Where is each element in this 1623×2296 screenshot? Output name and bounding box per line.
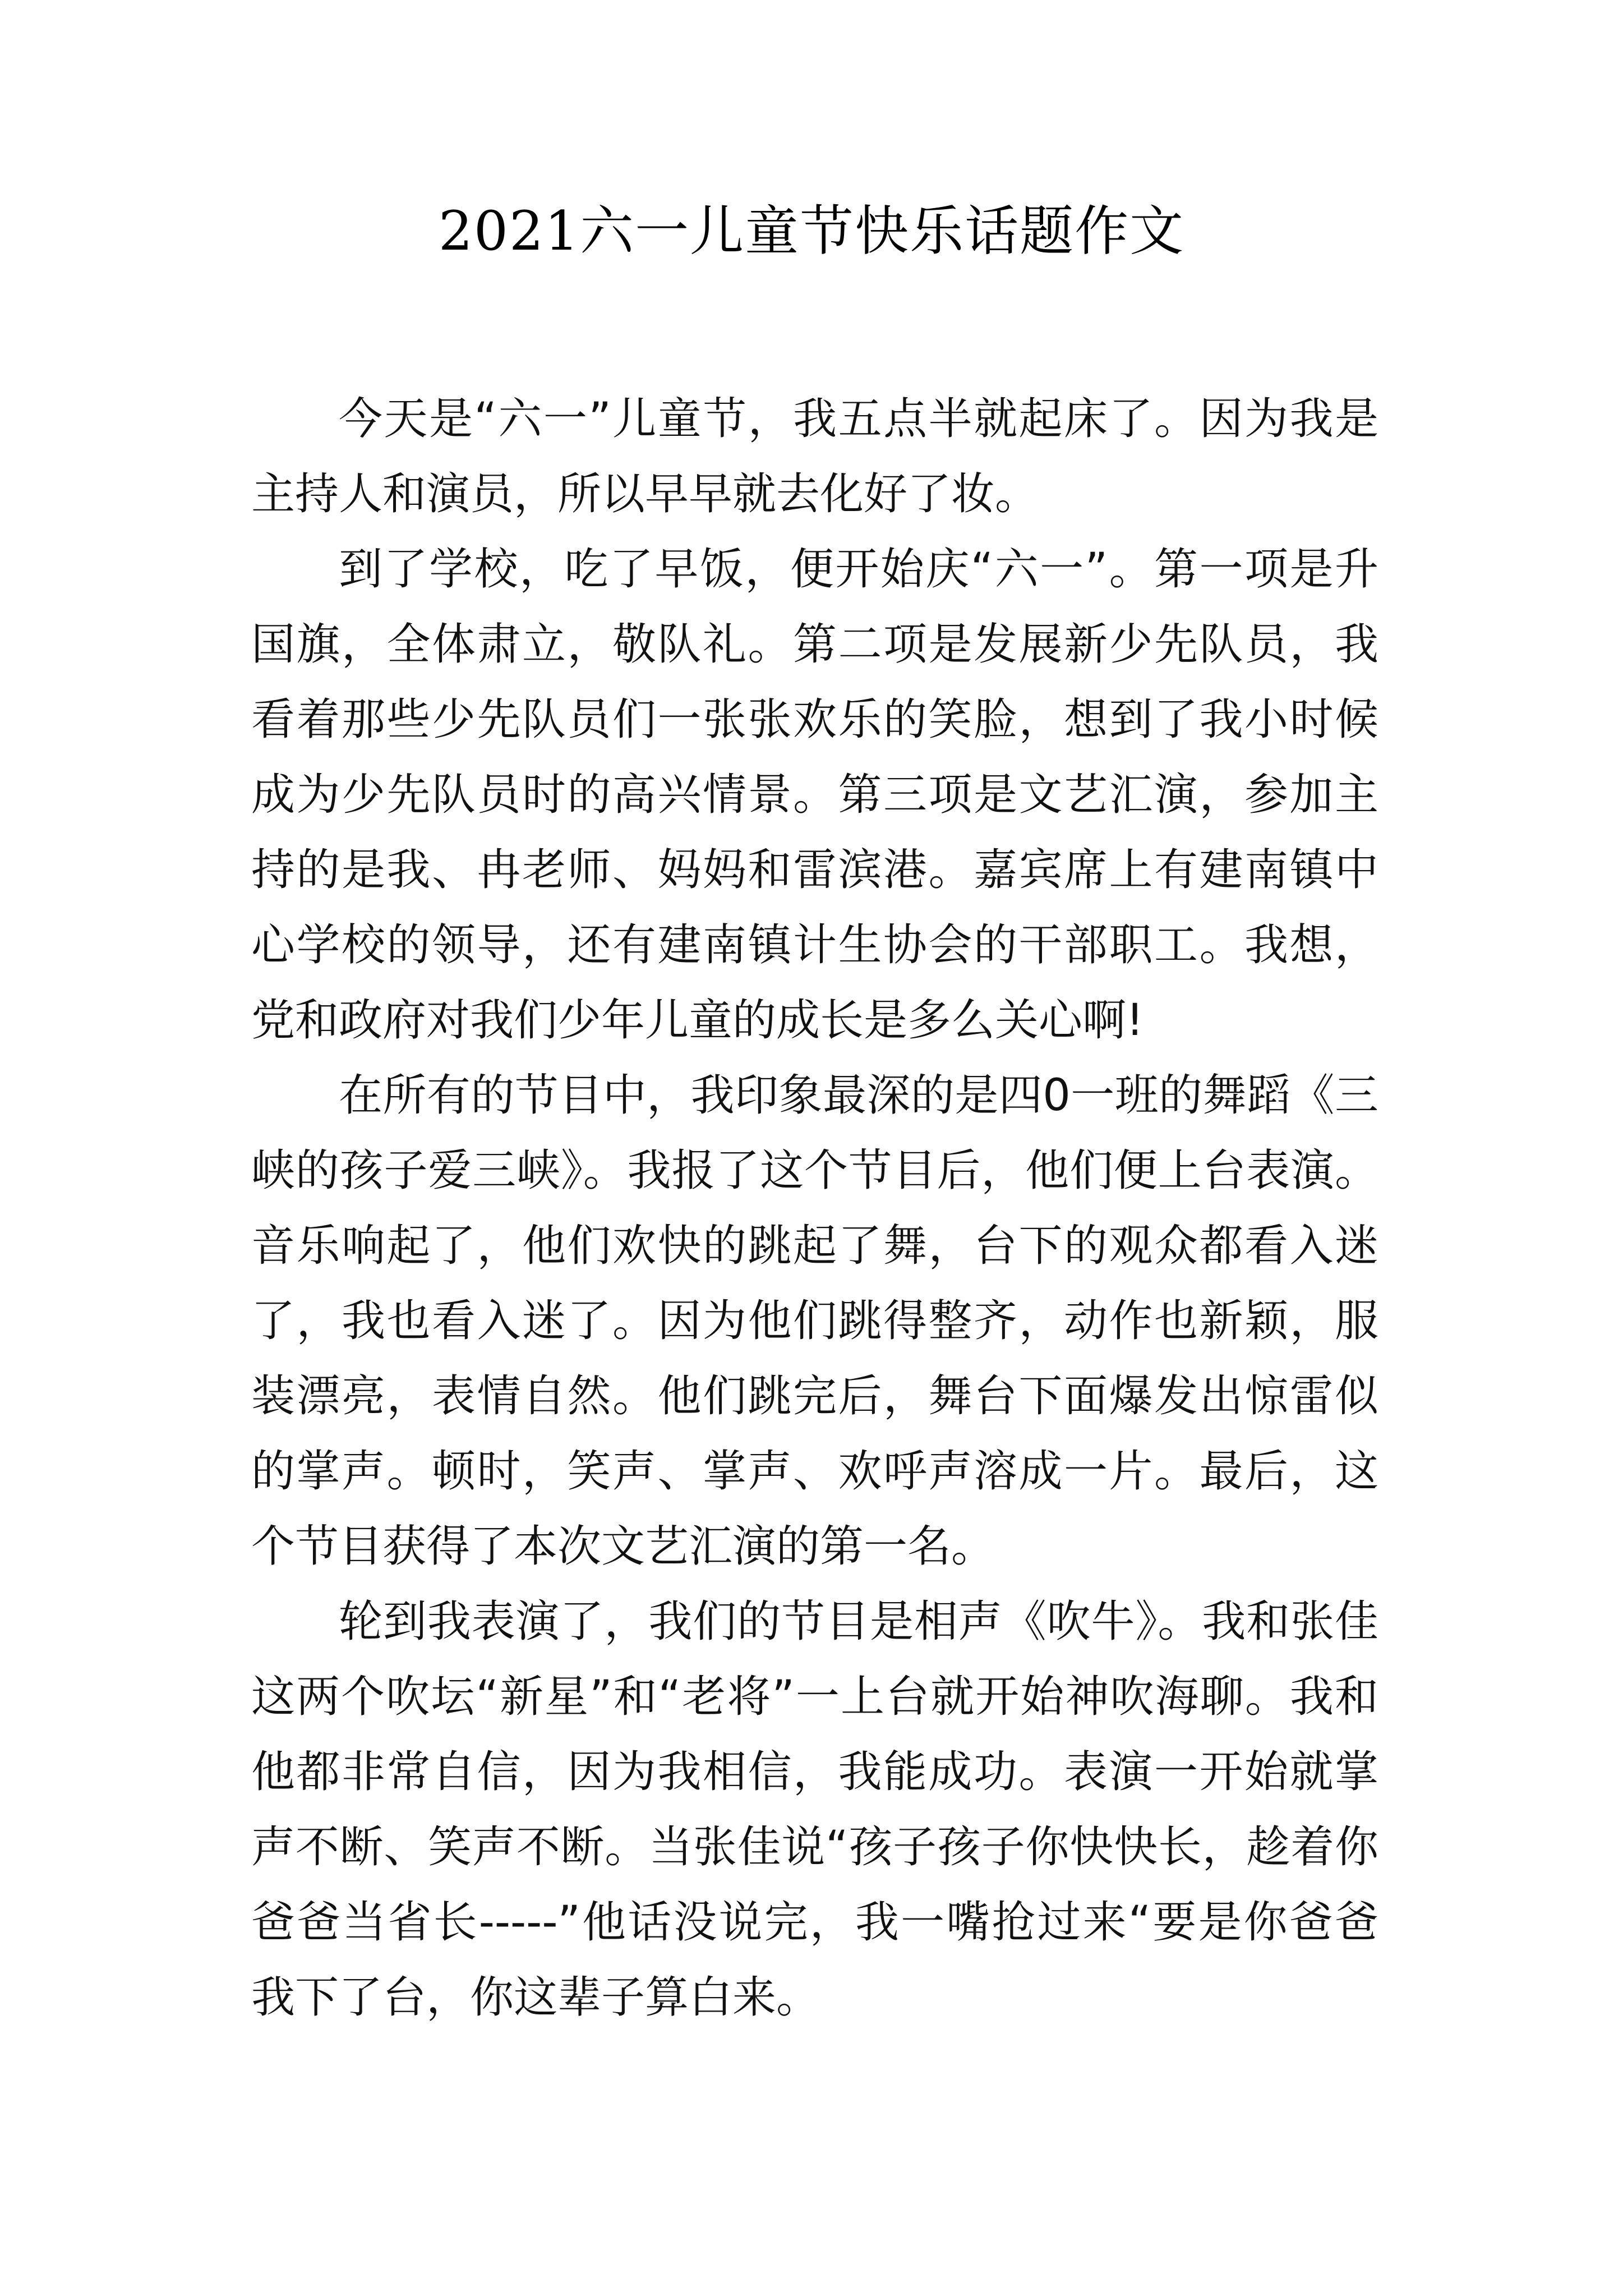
document-body xyxy=(251,381,1378,2035)
paragraph-3: 在所有的节目中，我印象最深的是四0一班的舞蹈《三峡的孩子爱三峡》。我报了这个节目后，他们便上台表演。音乐响起了，他们欢快的跳起了舞，台下的观众都看入迷了，我也看入迷了。因为他们跳得整齐，动作也新颖，服装漂亮，表情自然。他们跳完后，舞台下面爆发出惊雷似的掌声。顿时，笑声、掌声、欢呼声溶成一片。最后，这个节目获得了本次文艺汇演的第一名。 xyxy=(251,1070,1378,1572)
paragraph-2: 到了学校，吃了早饭，便开始庆“六一”。第一项是升国旗，全体肃立，敬队礼。第二项是发展新少先队员，我看着那些少先队员们一张张欢乐的笑脸，想到了我小时候成为少先队员时的高兴情景。第三项是文艺汇演，参加主持的是我、冉老师、妈妈和雷滨港。嘉宾席上有建南镇中心学校的领导，还有建南镇计生协会的干部职工。我想，党和政府对我们少年儿童的成长是多么关心啊! xyxy=(251,544,1378,1046)
paragraph-1: 今天是“六一”儿童节，我五点半就起床了。因为我是主持人和演员，所以早早就去化好了妆。 xyxy=(251,394,1378,519)
document-title: 2021六一儿童节快乐话题作文 xyxy=(438,200,1185,263)
paragraph-4: 轮到我表演了，我们的节目是相声《吹牛》。我和张佳这两个吹坛“新星”和“老将”一上台就开始神吹海聊。我和他都非常自信，因为我相信，我能成功。表演一开始就掌声不断、笑声不断。当张佳说“孩子孩子你快快长，趁着你爸爸当省长-----”他话没说完，我一嘴抢过来“要是你爸爸我下了台，你这辈子算白来。 xyxy=(251,1596,1378,2023)
